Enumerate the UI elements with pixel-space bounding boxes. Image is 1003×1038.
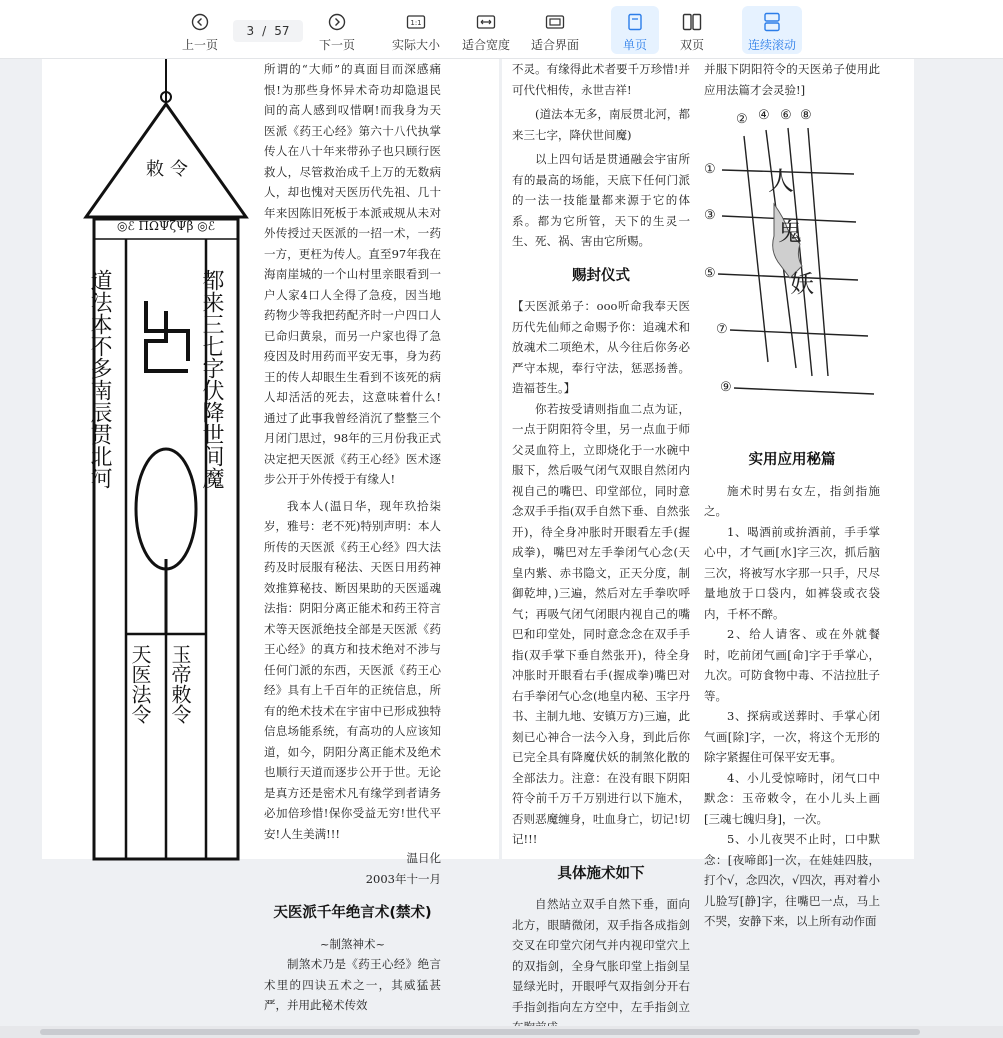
continuous-scroll-icon: [763, 10, 781, 34]
right-paragraph-8: 施术时男右女左，指剑指施之。: [704, 483, 880, 518]
document-page-left: [42, 59, 499, 1012]
fit-page-icon: [545, 10, 565, 34]
right-text-column-2: [704, 59, 880, 932]
single-page-label: 单页: [622, 38, 647, 52]
talisman-inner-left: 天医法令: [128, 644, 152, 724]
talisman-inner-right: 玉帝敕令: [168, 644, 192, 724]
left-paragraph-1: 所谓的“大师”的真面目而深感痛恨!为那些身怀异术奇功却隐退民间的高人感到叹惜啊!而我身为天医派《药王心经》第六十八代执掌传人在八十年来带孙子也只顾行医救人，尽管救治成千上万的无数病人，却也愧对天医历代先祖、几十年来因陈旧死板于本派戒规从未对外传授过天医派的一招一术，一药一方，更枉为传人。直至97年我在海南崖城的一个山村里亲眼看到一户人家4口人全得了急疫，因当地药物少等我把药配齐时一户四口人已命归黄泉，而另一户家也得了急疫因及时用药而平安无事，身为药王的传人却眼生生看到不该死的病人却活活的死去，这意味着什么!通过了此事我曾经消沉了整整三个月闭门思过，98年的三月份我正式决定把天医派《药王心经》医术逐步公开于外传授于有缘人!: [264, 62, 441, 486]
right-paragraph-7: 并服下阴阳符令的天医弟子使用此应用法篇才会灵验!]: [704, 62, 880, 97]
diagram-label-5: ⑤: [704, 266, 716, 281]
diagram-label-2: ②: [736, 112, 748, 127]
single-page-button[interactable]: [611, 6, 659, 54]
right-paragraph-2: (道法本无多，南辰贯北河，都来三七字，降伏世间魔): [512, 107, 690, 142]
next-page-label: 下一页: [318, 38, 355, 52]
next-page-button[interactable]: [315, 6, 359, 54]
actual-size-button[interactable]: [390, 6, 442, 54]
right-paragraph-10: 2、给人请客、或在外就餐时，吃前闭气画[命]字于手掌心，九次。可防食物中毒、不洁拉肚子等。: [704, 627, 880, 703]
chevron-left-circle-icon: [191, 10, 209, 34]
total-pages: 57: [274, 24, 290, 38]
page-separator: /: [262, 24, 267, 38]
diagram-char-person: 人: [768, 167, 795, 197]
section-heading-ceremony: 赐封仪式: [572, 267, 630, 284]
right-paragraph-3: 以上四句话是贯通融会宇宙所有的最高的场能，天底下任何门派的一法一技能量都来源于它的体系。都为它所管，天下的生灵一生、死、祸、害由它所赐。: [512, 152, 690, 248]
right-paragraph-9: 1、喝酒前或拚酒前，手手掌心中，才气画[水]字三次，抓后脑三次，将被写水字那一只手，尺尽量地放于口袋内，如裤袋或衣袋内，千杯不醉。: [704, 524, 880, 621]
fit-width-label: 适合宽度: [461, 38, 510, 52]
double-page-button[interactable]: [670, 6, 714, 54]
section-heading-applications: 实用应用秘篇: [748, 452, 836, 468]
prev-page-button[interactable]: [178, 6, 222, 54]
diagram-char-demon: 妖: [790, 270, 814, 298]
talisman-roof-text: 敕令: [146, 159, 194, 180]
section-heading-forbidden-art: 天医派千年绝言术(禁术): [273, 905, 432, 921]
author-signature: 温日化: [406, 851, 441, 865]
fit-page-button[interactable]: [529, 6, 581, 54]
diagram-label-1: ①: [704, 162, 716, 177]
horizontal-scrollbar[interactable]: [0, 1026, 1003, 1038]
left-paragraph-3: 制煞术乃是《药王心经》绝言术里的四诀五术之一，其威猛甚严，并用此秘术传效: [264, 957, 441, 1012]
diagram-label-4: ④: [758, 108, 770, 123]
diagram-label-7: ⑦: [716, 322, 728, 337]
right-paragraph-6: 自然站立双手自然下垂，面向北方，眼睛微闭，双手指各成指剑交叉在印堂穴闭气并内视印堂穴上的双指剑，全身气胀印堂上指剑呈显绿光时，开眼呼气双指剑分开右手指剑指向左方空中，左手指剑立: [512, 897, 690, 1014]
current-page-input[interactable]: 3: [246, 24, 255, 38]
right-paragraph-13: 5、小儿夜哭不止时，口中默念：[夜啼郎]一次，在娃娃四肢，打个√，念四次，√四次，再对着小儿脸写[静]字，往嘴巴一点，马上不哭，安静下来，以上所有动作面: [704, 832, 880, 928]
actual-size-icon: [406, 10, 426, 34]
author-date: 2003年十一月: [365, 871, 441, 886]
talisman-diagram: [704, 106, 880, 436]
right-paragraph-1: 不灵。有缘得此术者要千万珍惜!并可代代相传，永世吉祥!: [512, 62, 690, 97]
fit-page-label: 适合界面: [530, 38, 579, 52]
left-text-column: [264, 59, 441, 1016]
document-page-right: [502, 59, 914, 1014]
svg-text:1:1: 1:1: [410, 19, 422, 27]
diagram-char-ghost: 鬼: [778, 218, 802, 246]
double-page-icon: [682, 10, 702, 34]
right-paragraph-4: 【天医派弟子：ooo听命我奉天医历代先仙师之命赐予你：追魂术和放魂术二项绝术，从今往后你务必严守本规，奉行守法，惩恶扬善。造福苍生。】: [512, 299, 690, 395]
diagram-label-6: ⑥: [780, 108, 792, 123]
document-viewport[interactable]: [0, 59, 1003, 1014]
diagram-label-9: ⑨: [720, 380, 732, 395]
fit-width-icon: [476, 10, 496, 34]
right-paragraph-5: 你若按受请则指血二点为证，一点于阴阳符令里，另一点血于师父灵血符上，立即烧化于一水碗中服下，然后吸气闭气双眼自然闭内视自己的嘴巴、印堂部位，同时意念双手手指(双手自然下垂、自然张开)，待全身冲胀时开眼看左手(握成拳)，嘴巴对左手拳闭气心念(天皇内紫、赤书隐文，正天分度，制御乾坤，)三遍，然后对左手拳吹呼气；再吸气闭气闭眼内视自己的嘴巴和印堂处，同时意念念在双手手指(双手掌下垂自然张开)，待全身冲胀时开眼看右手(握成拳)嘴巴对右手拳闭气心念(地皇内秘、玉字丹书、主制九地、安镇万方)三遍，此刻已心神合一法今入身，到此后你已完全具有降魔伏妖的制煞化散的全部法力。注意：在没有眼下阴阳符令前千万千万别进行以下施术，否则恶魔缠身，吐血身亡，切记!切记!!!: [512, 401, 690, 846]
continuous-scroll-label: 连续滚动: [747, 38, 796, 52]
right-paragraph-12: 4、小儿受惊啼时，闭气口中默念：玉帝敕令，在小儿头上画[三魂七魄归身]，一次。: [704, 770, 880, 826]
fit-width-button[interactable]: [460, 6, 512, 54]
right-text-column-1: [512, 59, 690, 1038]
page-indicator[interactable]: [233, 20, 303, 42]
scrollbar-thumb[interactable]: [40, 1029, 920, 1035]
talisman-right-column: 都来三七字伏降世间魔: [199, 269, 224, 489]
single-page-icon: [627, 10, 643, 34]
chevron-right-circle-icon: [328, 10, 346, 34]
talisman-left-column: 道法本不多南辰贯北河: [87, 269, 112, 489]
diagram-label-3: ③: [704, 208, 716, 223]
continuous-scroll-button[interactable]: [742, 6, 802, 54]
right-paragraph-11: 3、探病或送葬时、手掌心闭气画[除]字，一次，将这个无形的除字紧握住可保平安无事。: [704, 709, 880, 764]
viewer-toolbar: [0, 0, 1003, 59]
left-paragraph-2: 我本人(温日华，现年玖拾柒岁，雅号：老不死)特别声明：本人所传的天医派《药王心经》四大法药及时辰服有秘法、天医日用药神效推算秘技、断因果助的天医遥魂法指：阴阳分离正能术和药王符言术等天医派绝技全部是天医派《药王心经》的真方和技术绝对不涉与任何门派的东西，天医派《药王心经》具有上千百年的正统信息，所有的绝术技术在宇宙中已形成独特信息场能系统，有高功的人应该知道，如今，阴阳分离正能术及绝术也顺行天道而逐步公开于世。无论是真方还是密术凡有缘学到者请务必加倍珍惜!保你受益无穷!世代平安!人生美满!!!: [264, 498, 441, 841]
section-heading-procedure: 具体施术如下: [557, 865, 645, 882]
diagram-label-8: ⑧: [800, 108, 812, 123]
double-page-label: 双页: [679, 38, 704, 52]
section-subheading: ~制煞神术~: [319, 936, 386, 951]
talisman-symbols: ◎ℰ ΠΩΨζΨβ ◎ℰ: [116, 219, 215, 233]
actual-size-label: 实际大小: [391, 38, 440, 52]
prev-page-label: 上一页: [181, 38, 218, 52]
talisman-figure: [80, 59, 252, 859]
